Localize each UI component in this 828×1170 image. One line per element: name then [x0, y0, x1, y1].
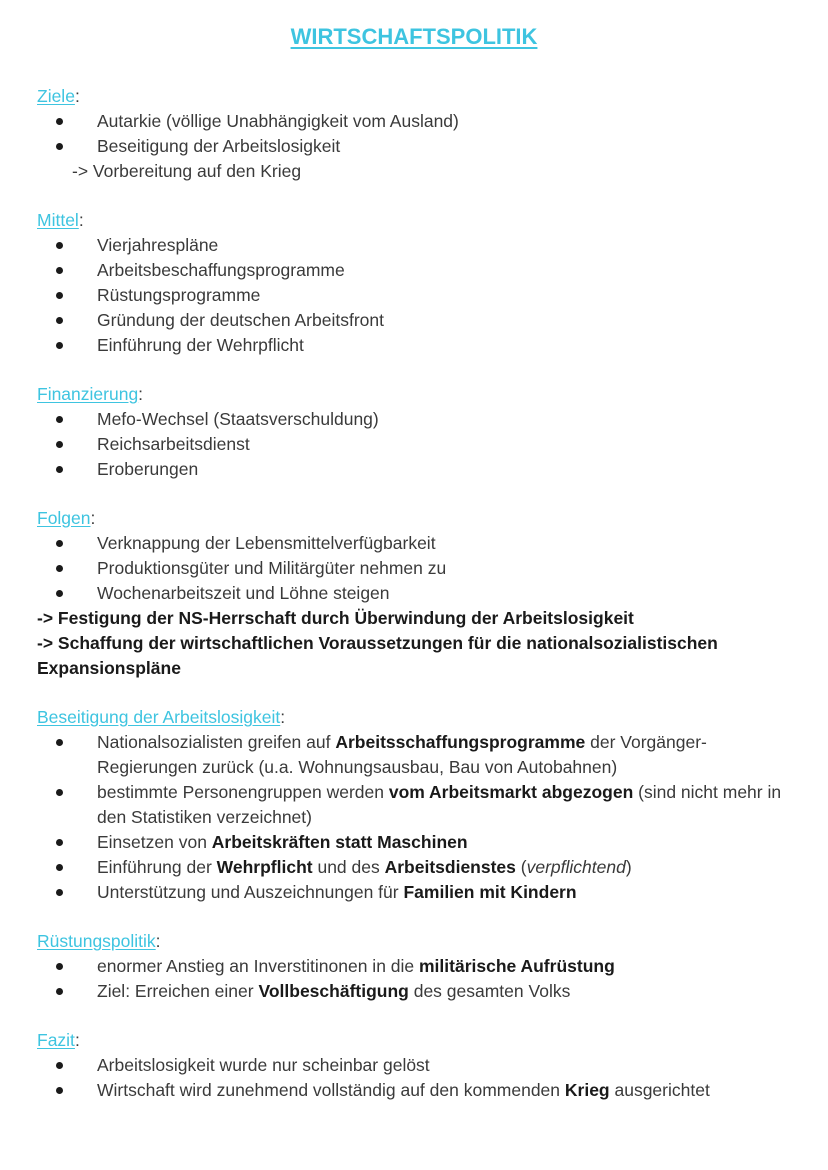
- section-heading: Fazit:: [37, 1030, 80, 1050]
- section-ziele: [37, 84, 807, 184]
- list-item: Arbeitsbeschaffungsprogramme: [37, 258, 807, 283]
- bullet-list: [37, 531, 807, 606]
- bullet-list: [37, 1053, 807, 1103]
- bullet-icon: [56, 1087, 63, 1094]
- section-fazit: [37, 1028, 807, 1103]
- conclusion-line: -> Festigung der NS-Herrschaft durch Überwindung der Arbeitslosigkeit: [37, 608, 634, 628]
- bullet-icon: [56, 988, 63, 995]
- list-item: Wirtschaft wird zunehmend vollständig auf den kommenden Krieg ausgerichtet: [37, 1078, 807, 1103]
- list-item: Arbeitslosigkeit wurde nur scheinbar gelöst: [37, 1053, 807, 1078]
- bullet-icon: [56, 565, 63, 572]
- section-mittel: [37, 208, 807, 358]
- list-item: Rüstungsprogramme: [37, 283, 807, 308]
- bullet-icon: [56, 242, 63, 249]
- bullet-icon: [56, 889, 63, 896]
- section-heading: Rüstungspolitik:: [37, 931, 161, 951]
- bullet-icon: [56, 466, 63, 473]
- bullet-list: [37, 730, 807, 905]
- bullet-list: [37, 407, 807, 482]
- bullet-icon: [56, 739, 63, 746]
- list-item: Einführung der Wehrpflicht und des Arbeitsdienstes (verpflichtend): [37, 855, 807, 880]
- bullet-icon: [56, 267, 63, 274]
- bullet-icon: [56, 789, 63, 796]
- section-heading: Ziele:: [37, 86, 80, 106]
- list-item: Produktionsgüter und Militärgüter nehmen zu: [37, 556, 807, 581]
- bullet-icon: [56, 441, 63, 448]
- bullet-icon: [56, 963, 63, 970]
- list-item: Gründung der deutschen Arbeitsfront: [37, 308, 807, 333]
- document-content: [37, 84, 807, 1127]
- list-item: Einsetzen von Arbeitskräften statt Maschinen: [37, 830, 807, 855]
- bullet-list: [37, 109, 807, 159]
- section-finanzierung: [37, 382, 807, 482]
- list-item: Reichsarbeitsdienst: [37, 432, 807, 457]
- list-item: Wochenarbeitszeit und Löhne steigen: [37, 581, 807, 606]
- list-item: Eroberungen: [37, 457, 807, 482]
- bullet-icon: [56, 540, 63, 547]
- bullet-icon: [56, 317, 63, 324]
- bullet-list: [37, 233, 807, 358]
- bullet-icon: [56, 342, 63, 349]
- bullet-icon: [56, 839, 63, 846]
- list-item: Einführung der Wehrpflicht: [37, 333, 807, 358]
- list-item: Beseitigung der Arbeitslosigkeit: [37, 134, 807, 159]
- page-title: WIRTSCHAFTSPOLITIK: [290, 24, 538, 49]
- bullet-icon: [56, 292, 63, 299]
- list-item: Mefo-Wechsel (Staatsverschuldung): [37, 407, 807, 432]
- section-heading: Finanzierung:: [37, 384, 144, 404]
- bullet-list: [37, 954, 807, 1004]
- section-heading: Folgen:: [37, 508, 96, 528]
- section-ruestungspolitik: [37, 929, 807, 1004]
- list-item: enormer Anstieg an Inverstitinonen in die militärische Aufrüstung: [37, 954, 807, 979]
- list-item: Nationalsozialisten greifen auf Arbeitsschaffungsprogramme der Vorgänger-Regierungen zurück (u.a. Wohnungsausbau, Bau von Autobahnen): [37, 730, 807, 780]
- section-heading: Mittel:: [37, 210, 84, 230]
- bullet-icon: [56, 1062, 63, 1069]
- bullet-icon: [56, 864, 63, 871]
- list-item: Vierjahrespläne: [37, 233, 807, 258]
- section-heading: Beseitigung der Arbeitslosigkeit:: [37, 707, 286, 727]
- list-item: Unterstützung und Auszeichnungen für Familien mit Kindern: [37, 880, 807, 905]
- bullet-icon: [56, 590, 63, 597]
- bullet-icon: [56, 416, 63, 423]
- conclusion-line: -> Schaffung der wirtschaftlichen Voraussetzungen für die nationalsozialistischen Expansionspläne: [37, 633, 718, 678]
- list-item: Autarkie (völlige Unabhängigkeit vom Ausland): [37, 109, 807, 134]
- section-beseitigung: [37, 705, 807, 905]
- arrow-note: -> Vorbereitung auf den Krieg: [72, 161, 302, 181]
- list-item: Ziel: Erreichen einer Vollbeschäftigung des gesamten Volks: [37, 979, 807, 1004]
- list-item: bestimmte Personengruppen werden vom Arbeitsmarkt abgezogen (sind nicht mehr in den Statistiken verzeichnet): [37, 780, 807, 830]
- bullet-icon: [56, 143, 63, 150]
- section-folgen: [37, 506, 807, 681]
- bullet-icon: [56, 118, 63, 125]
- list-item: Verknappung der Lebensmittelverfügbarkeit: [37, 531, 807, 556]
